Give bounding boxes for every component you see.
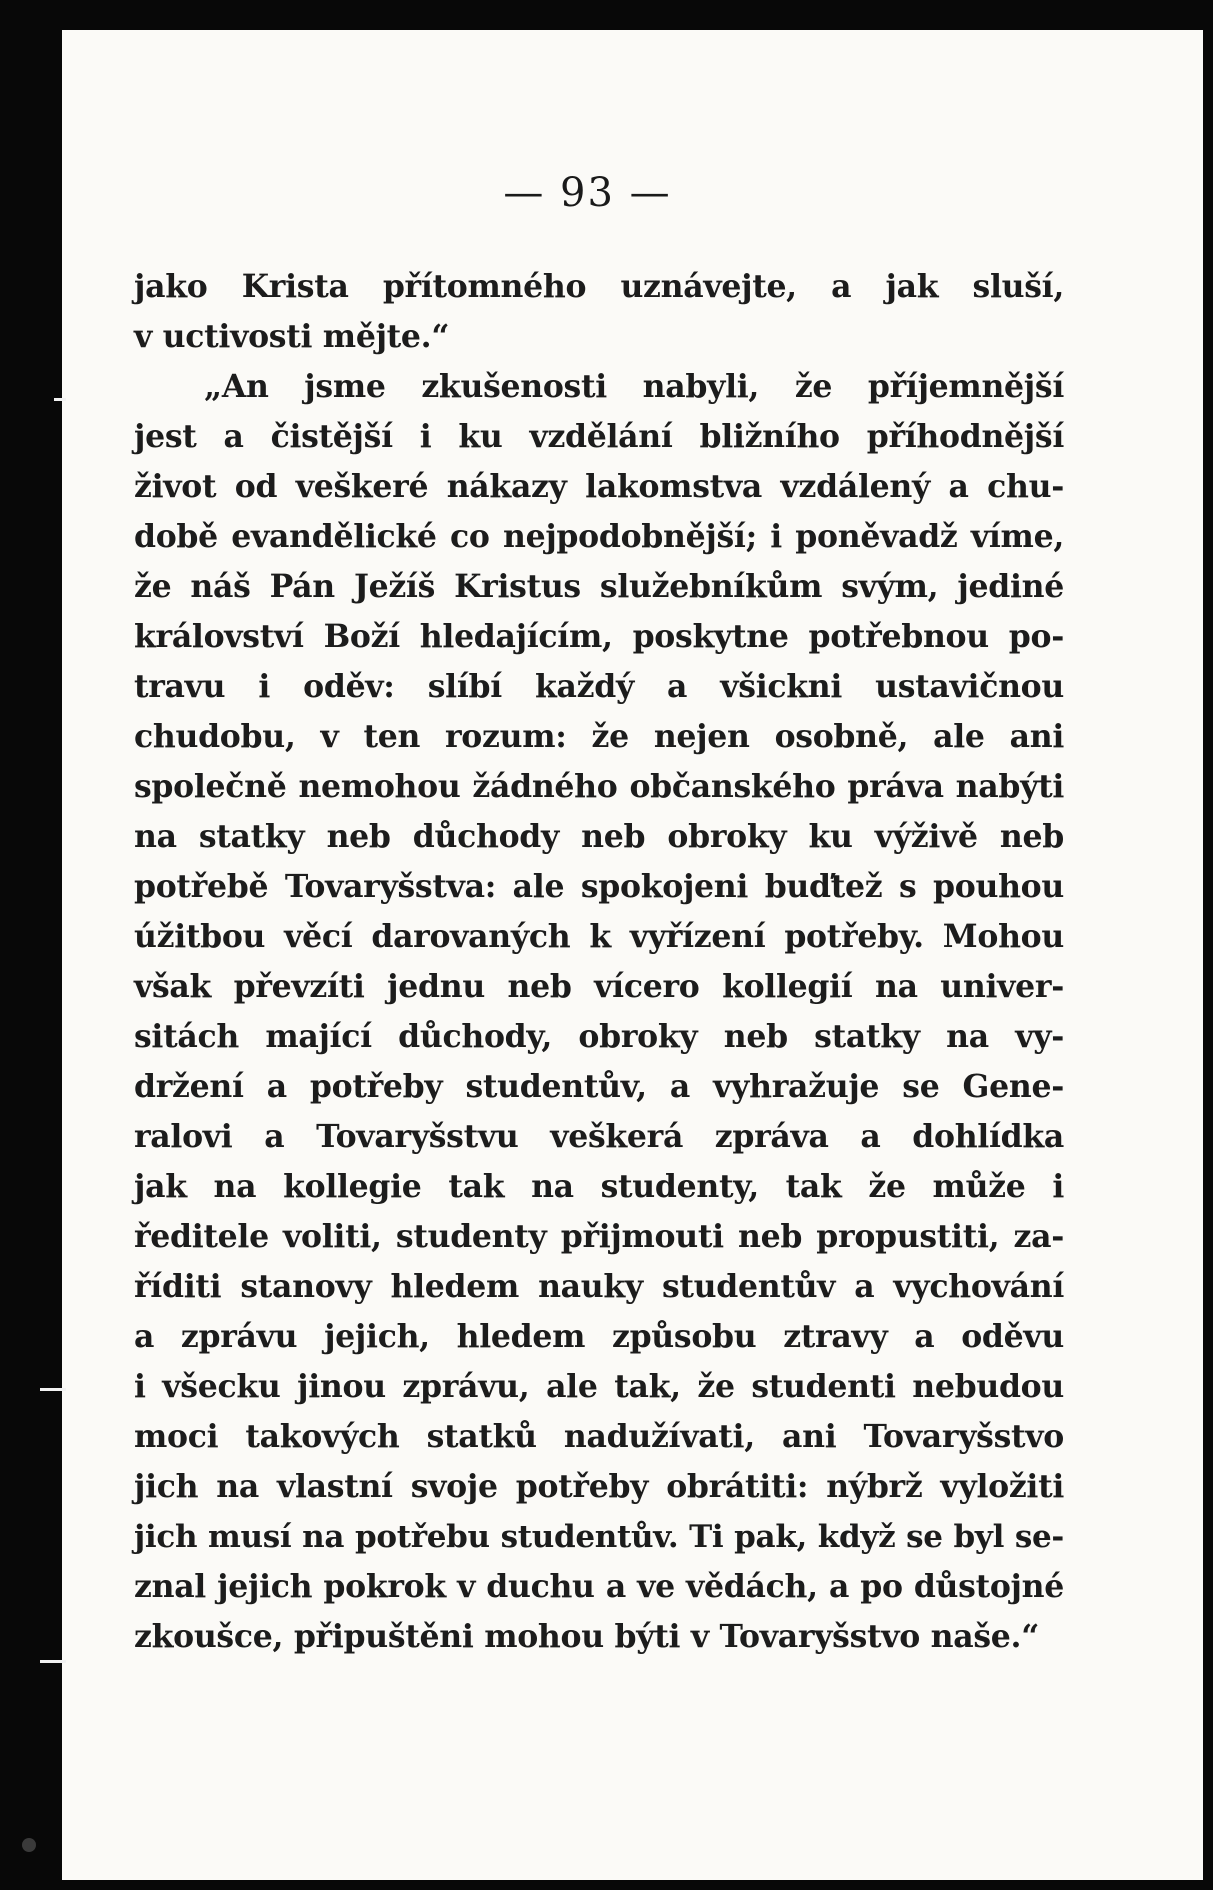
text-line: ředitele voliti, studenty přijmouti neb propustiti, za- <box>134 1218 1064 1255</box>
text-line: „An jsme zkušenosti nabyli, že příjemnější <box>204 368 1064 405</box>
text-line: že náš Pán Ježíš Kristus služebníkům svým, jediné <box>134 568 1064 605</box>
text-line: však převzíti jednu neb vícero kollegií na univer- <box>134 968 1064 1005</box>
scan-border-left <box>0 0 62 1890</box>
text-line: v uctivosti mějte.“ <box>134 318 450 355</box>
margin-tick <box>54 398 66 401</box>
text-line: společně nemohou žádného občanského práva nabýti <box>134 768 1064 805</box>
text-line: říditi stanovy hledem nauky studentův a vychování <box>134 1268 1064 1305</box>
text-line: zkoušce, připuštěni mohou býti v Tovaryšstvo naše.“ <box>134 1618 1040 1655</box>
text-line: na statky neb důchody neb obroky ku výživě neb <box>134 818 1064 855</box>
ink-spot <box>22 1838 36 1852</box>
text-line: moci takových statků nadužívati, ani Tovaryšstvo <box>134 1418 1064 1455</box>
page-number: — 93 — <box>503 170 672 216</box>
text-line: království Boží hledajícím, poskytne potřebnou po- <box>134 618 1064 655</box>
text-line: a zprávu jejich, hledem způsobu ztravy a oděvu <box>134 1318 1064 1355</box>
scan-border-bottom <box>0 1880 1213 1890</box>
text-line: potřebě Tovaryšstva: ale spokojeni buďtež s pouhou <box>134 868 1064 905</box>
book-page <box>62 30 1203 1880</box>
text-line: chudobu, v ten rozum: že nejen osobně, ale ani <box>134 718 1064 755</box>
text-line: život od veškeré nákazy lakomstva vzdálený a chu- <box>134 468 1064 505</box>
margin-tick <box>40 1388 66 1391</box>
text-line: ralovi a Tovaryšstvu veškerá zpráva a dohlídka <box>134 1118 1064 1155</box>
text-line: znal jejich pokrok v duchu a ve vědách, a po důstojné <box>134 1568 1064 1605</box>
scan-border-top <box>0 0 1213 30</box>
text-line: jich na vlastní svoje potřeby obrátiti: nýbrž vyložiti <box>134 1468 1064 1505</box>
text-line: jest a čistější i ku vzdělání bližního příhodnější <box>134 418 1064 455</box>
text-line: jako Krista přítomného uznávejte, a jak sluší, <box>134 268 1064 305</box>
text-line: době evandělické co nejpodobnější; i poněvadž víme, <box>134 518 1064 555</box>
text-line: úžitbou věcí darovaných k vyřízení potřeby. Mohou <box>134 918 1064 955</box>
body-text <box>134 262 1064 1662</box>
text-line: jich musí na potřebu studentův. Ti pak, když se byl se- <box>134 1519 1064 1555</box>
text-line: travu i oděv: slíbí každý a všickni ustavičnou <box>134 668 1064 705</box>
scan-border-right <box>1203 0 1213 1890</box>
text-line: držení a potřeby studentův, a vyhražuje se Gene- <box>134 1068 1064 1105</box>
text-line: i všecku jinou zprávu, ale tak, že studenti nebudou <box>134 1368 1064 1405</box>
text-line: jak na kollegie tak na studenty, tak že může i <box>134 1168 1064 1205</box>
margin-tick <box>40 1660 66 1663</box>
text-line: sitách mající důchody, obroky neb statky na vy- <box>134 1018 1064 1055</box>
